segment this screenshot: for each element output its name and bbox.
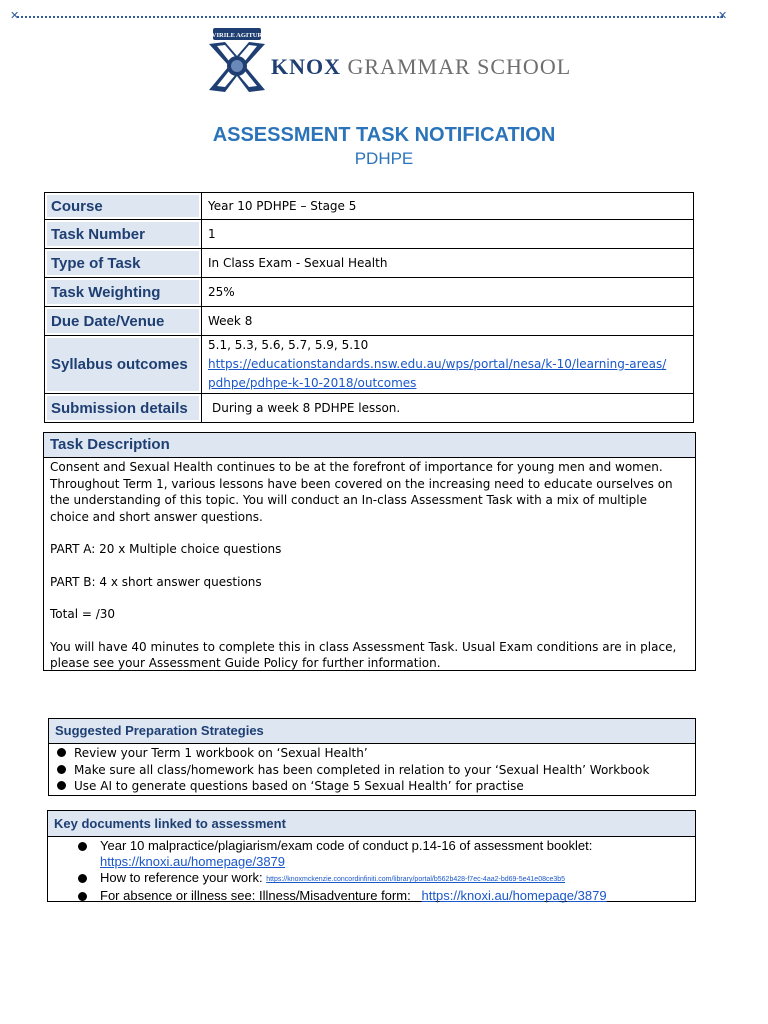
list-item: [78, 838, 695, 870]
details-value: During a week 8 PDHPE lesson.: [202, 394, 694, 423]
total-line: Total = /30: [50, 607, 116, 621]
list-item-text: How to reference your work:: [100, 870, 263, 885]
key-documents-list: [48, 837, 695, 904]
task-details-table: [44, 192, 694, 423]
exam-conditions-paragraph: You will have 40 minutes to complete this in class Assessment Task. Usual Exam conditions are in place, please see your Assessment Guide Policy for further information.: [50, 639, 677, 670]
school-logo: [205, 26, 585, 104]
details-row-type: [45, 249, 694, 278]
bullet-icon: [78, 842, 87, 851]
details-value: 25%: [202, 278, 694, 307]
bullet-icon: [57, 765, 66, 774]
task-description-heading: Task Description: [44, 433, 695, 458]
syllabus-link-line1[interactable]: https://educationstandards.nsw.edu.au/wps/portal/nesa/k-10/learning-areas/: [208, 357, 667, 371]
details-row-task-number: [45, 220, 694, 249]
bullet-icon: [57, 781, 66, 790]
preparation-heading: Suggested Preparation Strategies: [49, 719, 695, 744]
referencing-link[interactable]: https://knoxmckenzie.concordinfiniti.com/library/portal/b562b428-f7ec-4aa2-bd69-5e41e08ce3b5: [266, 876, 566, 883]
list-item-text: For absence or illness see: Illness/Misadventure form:: [100, 888, 411, 903]
syllabus-outcomes-codes: 5.1, 5.3, 5.6, 5.7, 5.9, 5.10: [208, 338, 369, 352]
details-label: Task Number: [45, 220, 202, 249]
details-row-submission: [45, 394, 694, 423]
corner-mark-right: ✕: [718, 10, 728, 22]
details-row-weighting: [45, 278, 694, 307]
school-crest-icon: [205, 28, 269, 96]
bullet-icon: [57, 748, 66, 757]
part-b-line: PART B: 4 x short answer questions: [50, 574, 262, 589]
details-row-due-date: [45, 307, 694, 336]
corner-mark-left: ✕: [10, 10, 20, 22]
school-name: [271, 54, 571, 80]
details-label: Task Weighting: [45, 278, 202, 307]
list-item: [57, 745, 695, 762]
details-row-syllabus: [45, 336, 694, 394]
list-item: [57, 778, 695, 795]
part-a-line: PART A: 20 x Multiple choice questions: [50, 542, 282, 556]
list-item-text: Use AI to generate questions based on ‘Stage 5 Sexual Health’ for practise: [74, 779, 524, 793]
logo-motto: VIRILE AGITUR: [211, 32, 263, 39]
details-label: Type of Task: [45, 249, 202, 278]
school-name-knox: KNOX: [271, 54, 341, 79]
list-item-text: Make sure all class/homework has been completed in relation to your ‘Sexual Health’ Workbook: [74, 762, 650, 777]
school-name-rest: GRAMMAR SCHOOL: [347, 54, 572, 79]
details-value: Week 8: [202, 307, 694, 336]
details-value: [202, 336, 694, 394]
preparation-strategies-box: [48, 718, 696, 796]
page-subtitle: PDHPE: [354, 149, 414, 168]
details-value: Year 10 PDHPE – Stage 5: [202, 193, 694, 220]
list-item-text: Review your Term 1 workbook on ‘Sexual Health’: [74, 746, 368, 760]
key-documents-box: [47, 810, 696, 902]
task-description-body: [44, 458, 695, 672]
details-value: 1: [202, 220, 694, 249]
key-documents-heading: Key documents linked to assessment: [48, 811, 695, 837]
details-label: Submission details: [45, 394, 202, 423]
details-label: Due Date/Venue: [45, 307, 202, 336]
task-description-box: [43, 432, 696, 671]
bullet-icon: [78, 874, 87, 883]
top-dotted-rule: [17, 16, 723, 18]
list-item-text: Year 10 malpractice/plagiarism/exam code of conduct p.14-16 of assessment booklet:: [100, 838, 593, 853]
list-item: [78, 870, 695, 888]
bullet-icon: [78, 892, 87, 901]
details-label: Syllabus outcomes: [45, 336, 202, 394]
details-label: Course: [45, 193, 202, 220]
syllabus-link-line2[interactable]: pdhpe/pdhpe-k-10-2018/outcomes: [208, 376, 417, 390]
list-item: [57, 762, 695, 779]
preparation-list: [49, 744, 695, 795]
list-item: [78, 888, 695, 904]
details-value: In Class Exam - Sexual Health: [202, 249, 694, 278]
conduct-link[interactable]: https://knoxi.au/homepage/3879: [100, 854, 286, 869]
page-title: ASSESSMENT TASK NOTIFICATION: [212, 124, 556, 146]
details-row-course: [45, 193, 694, 220]
description-paragraph: Consent and Sexual Health continues to be at the forefront of importance for young men and women. Throughout Term 1, various lessons have been covered on the increasing need to educate ourselves on the understanding of this topic. You will conduct an In-class Assessment Task with a mix of multiple choice and short answer questions.: [50, 460, 673, 524]
misadventure-link[interactable]: https://knoxi.au/homepage/3879: [421, 888, 607, 903]
